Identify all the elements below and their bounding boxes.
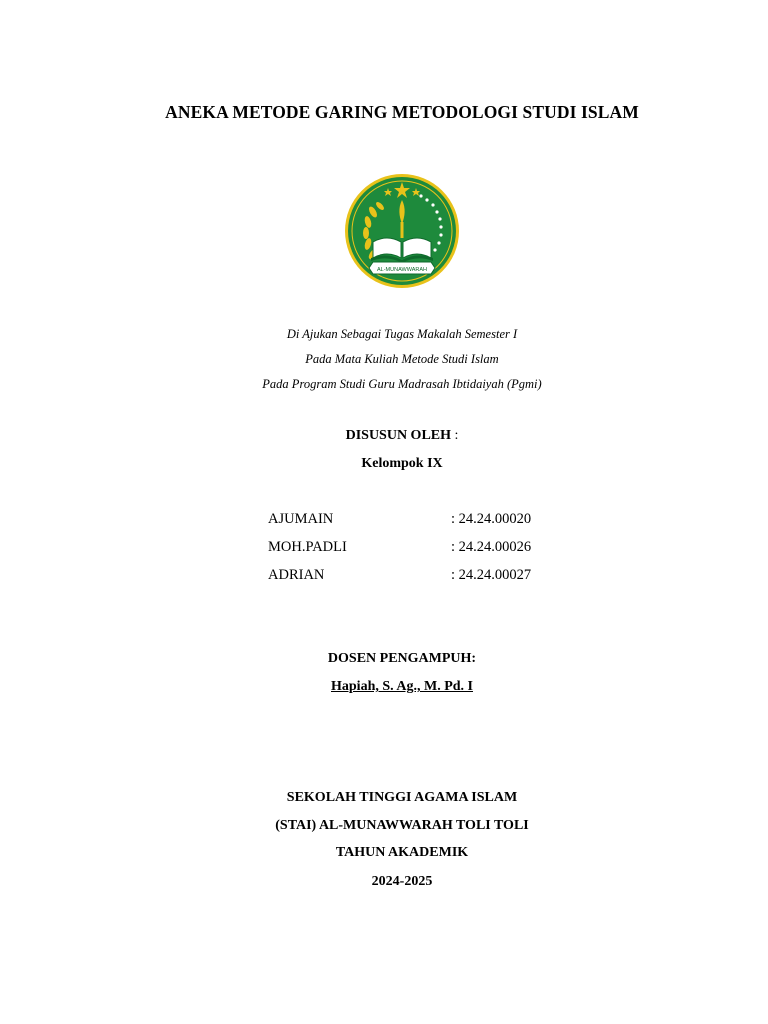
member-row <box>268 539 532 556</box>
lecturer-heading: DOSEN PENGAMPUH: <box>327 651 477 666</box>
authors-heading-text: DISUSUN OLEH <box>345 428 452 443</box>
member-row <box>268 511 532 528</box>
group-name: Kelompok IX <box>361 456 443 471</box>
member-nim: : 24.24.00026 <box>451 539 532 555</box>
academic-year-label: TAHUN AKADEMIK <box>335 845 469 860</box>
member-name: ADRIAN <box>268 567 325 583</box>
institution-line-2: (STAI) AL-MUNAWWARAH TOLI TOLI <box>275 818 529 833</box>
member-nim: : 24.24.00027 <box>451 567 532 583</box>
document-title: ANEKA METODE GARING METODOLOGI STUDI ISLAM <box>165 102 639 122</box>
purpose-line-2: Pada Mata Kuliah Metode Studi Islam <box>305 352 499 366</box>
stai-al-munawwarah-emblem-icon <box>343 172 461 290</box>
authors-heading <box>18 428 768 444</box>
member-name: MOH.PADLI <box>268 539 347 555</box>
institution-line-1: SEKOLAH TINGGI AGAMA ISLAM <box>286 790 518 805</box>
member-nim: : 24.24.00020 <box>451 511 532 527</box>
authors-heading-colon: : <box>451 428 459 443</box>
academic-year: 2024-2025 <box>371 874 433 889</box>
member-row <box>268 567 532 584</box>
purpose-line-3: Pada Program Studi Guru Madrasah Ibtidaiyah (Pgmi) <box>262 377 542 391</box>
lecturer-name: Hapiah, S. Ag., M. Pd. I <box>331 679 473 694</box>
member-name: AJUMAIN <box>268 511 334 527</box>
svg-text:AL-MUNAWWARAH: AL-MUNAWWARAH <box>376 267 428 273</box>
purpose-line-1: Di Ajukan Sebagai Tugas Makalah Semester I <box>286 327 518 341</box>
